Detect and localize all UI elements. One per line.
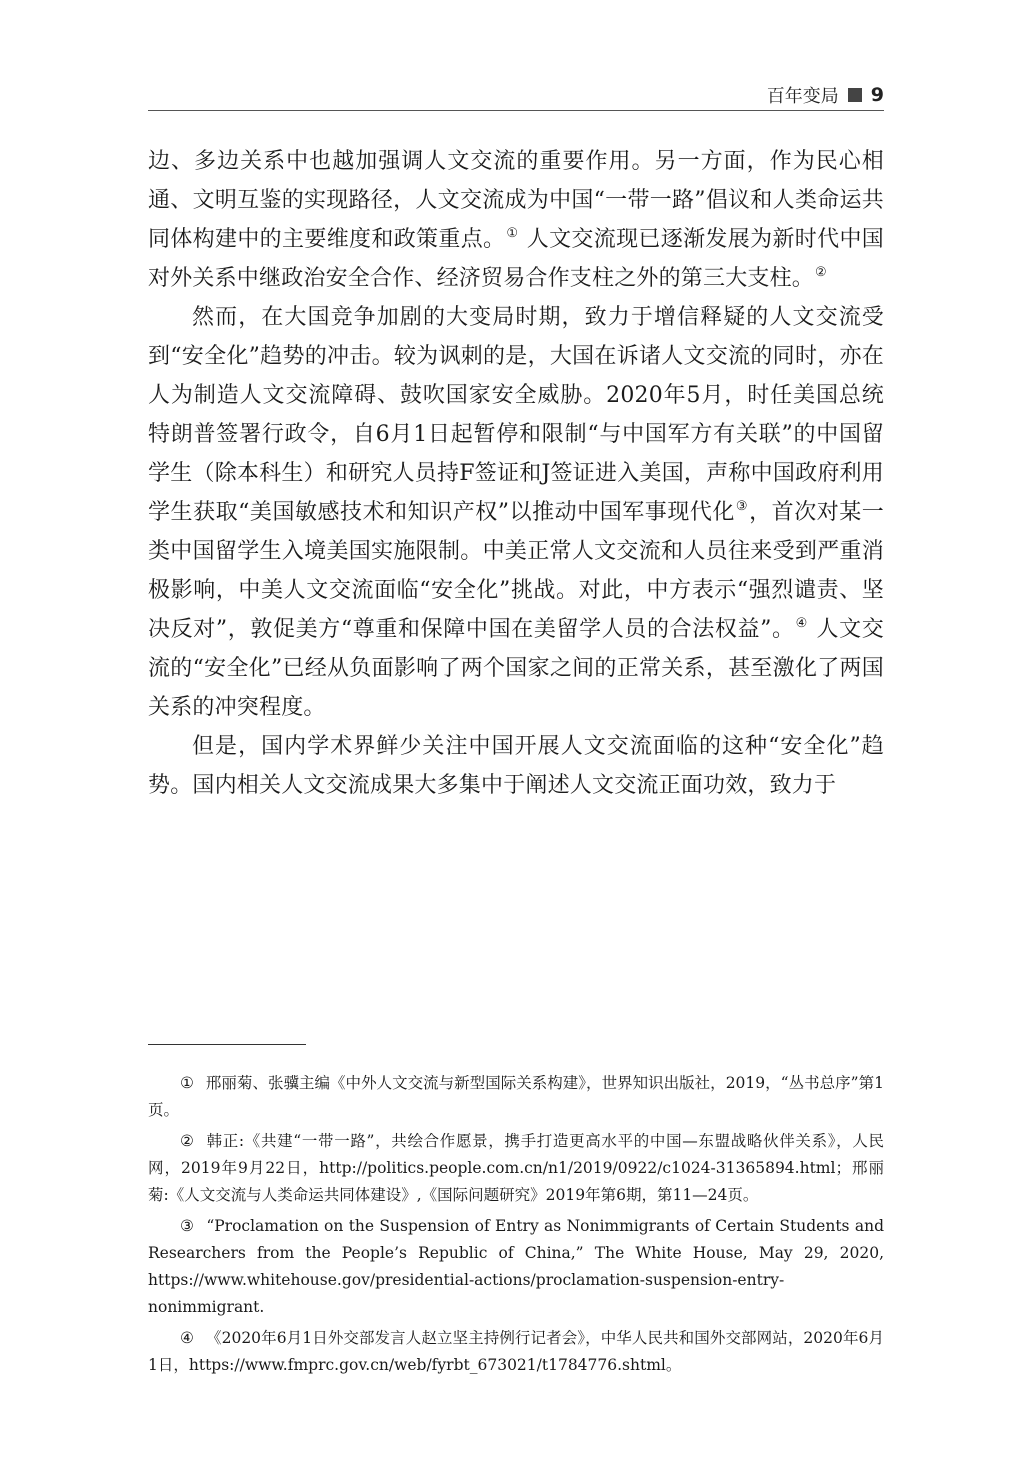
footnote-reference[interactable]: ②: [815, 265, 827, 280]
section-title: 百年变局: [766, 86, 839, 107]
footnote-reference[interactable]: ①: [506, 226, 519, 241]
header-rule: [148, 110, 884, 111]
paragraph: [148, 727, 884, 805]
running-header: [148, 82, 884, 108]
footnote-separator: [148, 1044, 306, 1045]
footnote-reference[interactable]: ③: [735, 499, 749, 514]
paragraph: [148, 298, 884, 727]
footnote-text: 《2020年6月1日外交部发言人赵立坚主持例行记者会》，中华人民共和国外交部网站，2020年6月1日，https://www.fmprc.gov.cn/web/fyrbt_673021/t1784776.shtml。: [148, 1329, 884, 1374]
footnote-reference[interactable]: ④: [795, 616, 808, 631]
footnote-mark: ②: [180, 1132, 195, 1150]
paragraph-text: 人文交流的“安全化”已经从负面影响了两个国家之间的正常关系，甚至激化了两国关系的冲突程度。: [148, 617, 885, 720]
footnote-text: “Proclamation on the Suspension of Entry as Nonimmigrants of Certain Students and Researchers from the People’s Republic of China,” The White House, May 29, 2020, https://www.whitehouse.gov/presidential-actions/proclamation-suspension-entry-nonimmigrant.: [148, 1217, 884, 1316]
footnote-mark: ③: [180, 1217, 195, 1235]
footnote: [148, 1070, 884, 1124]
paragraph: [148, 142, 884, 298]
paragraph-text: ，首次对某一类中国留学生入境美国实施限制。中美正常人文交流和人员往来受到严重消极影响，中美人文交流面临“安全化”挑战。对此，中方表示“强烈谴责、坚决反对”，敦促美方“尊重和保障中国在美留学人员的合法权益”。: [148, 500, 884, 642]
footnote: [148, 1128, 884, 1209]
footnote: [148, 1325, 884, 1379]
paragraph-text: 边、多边关系中也越加强调人文交流的重要作用。另一方面，作为民心相通、文明互鉴的实现路径，人文交流成为中国“一带一路”倡议和人类命运共同体构建中的主要维度和政策重点。: [148, 149, 884, 252]
paragraph-text: 人文交流现已逐渐发展为新时代中国对外关系中继政治安全合作、经济贸易合作支柱之外的第三大支柱。: [148, 227, 884, 291]
footnote-text: 邢丽菊、张骥主编《中外人文交流与新型国际关系构建》，世界知识出版社，2019，“丛书总序”第1页。: [148, 1074, 884, 1119]
footnote-text: 韩正:《共建“一带一路”，共绘合作愿景，携手打造更高水平的中国—东盟战略伙伴关系》，人民网，2019年9月22日，http://politics.people.com.cn/n1/2019/0922/c1024-31365894.html；邢丽菊:《人文交流与人类命运共同体建设》,《国际问题研究》2019年第6期，第11—24页。: [148, 1132, 884, 1204]
paragraph-text: 但是，国内学术界鲜少关注中国开展人文交流面临的这种“安全化”趋势。国内相关人文交流成果大多集中于阐述人文交流正面功效，致力于: [148, 734, 884, 798]
square-separator-icon: [848, 88, 862, 102]
footnote-mark: ①: [180, 1074, 194, 1092]
paragraph-text: 然而，在大国竞争加剧的大变局时期，致力于增信释疑的人文交流受到“安全化”趋势的冲击。较为讽刺的是，大国在诉诸人文交流的同时，亦在人为制造人文交流障碍、鼓吹国家安全威胁。2020年5月，时任美国总统特朗普签署行政令，自6月1日起暂停和限制“与中国军方有关联”的中国留学生（除本科生）和研究人员持F签证和J签证进入美国，声称中国政府利用学生获取“美国敏感技术和知识产权”以推动中国军事现代化: [148, 305, 884, 525]
footnotes: [148, 1070, 884, 1383]
body-text: [148, 142, 884, 805]
footnote-mark: ④: [180, 1329, 194, 1347]
page-number: 9: [870, 84, 884, 106]
footnote: [148, 1213, 884, 1321]
